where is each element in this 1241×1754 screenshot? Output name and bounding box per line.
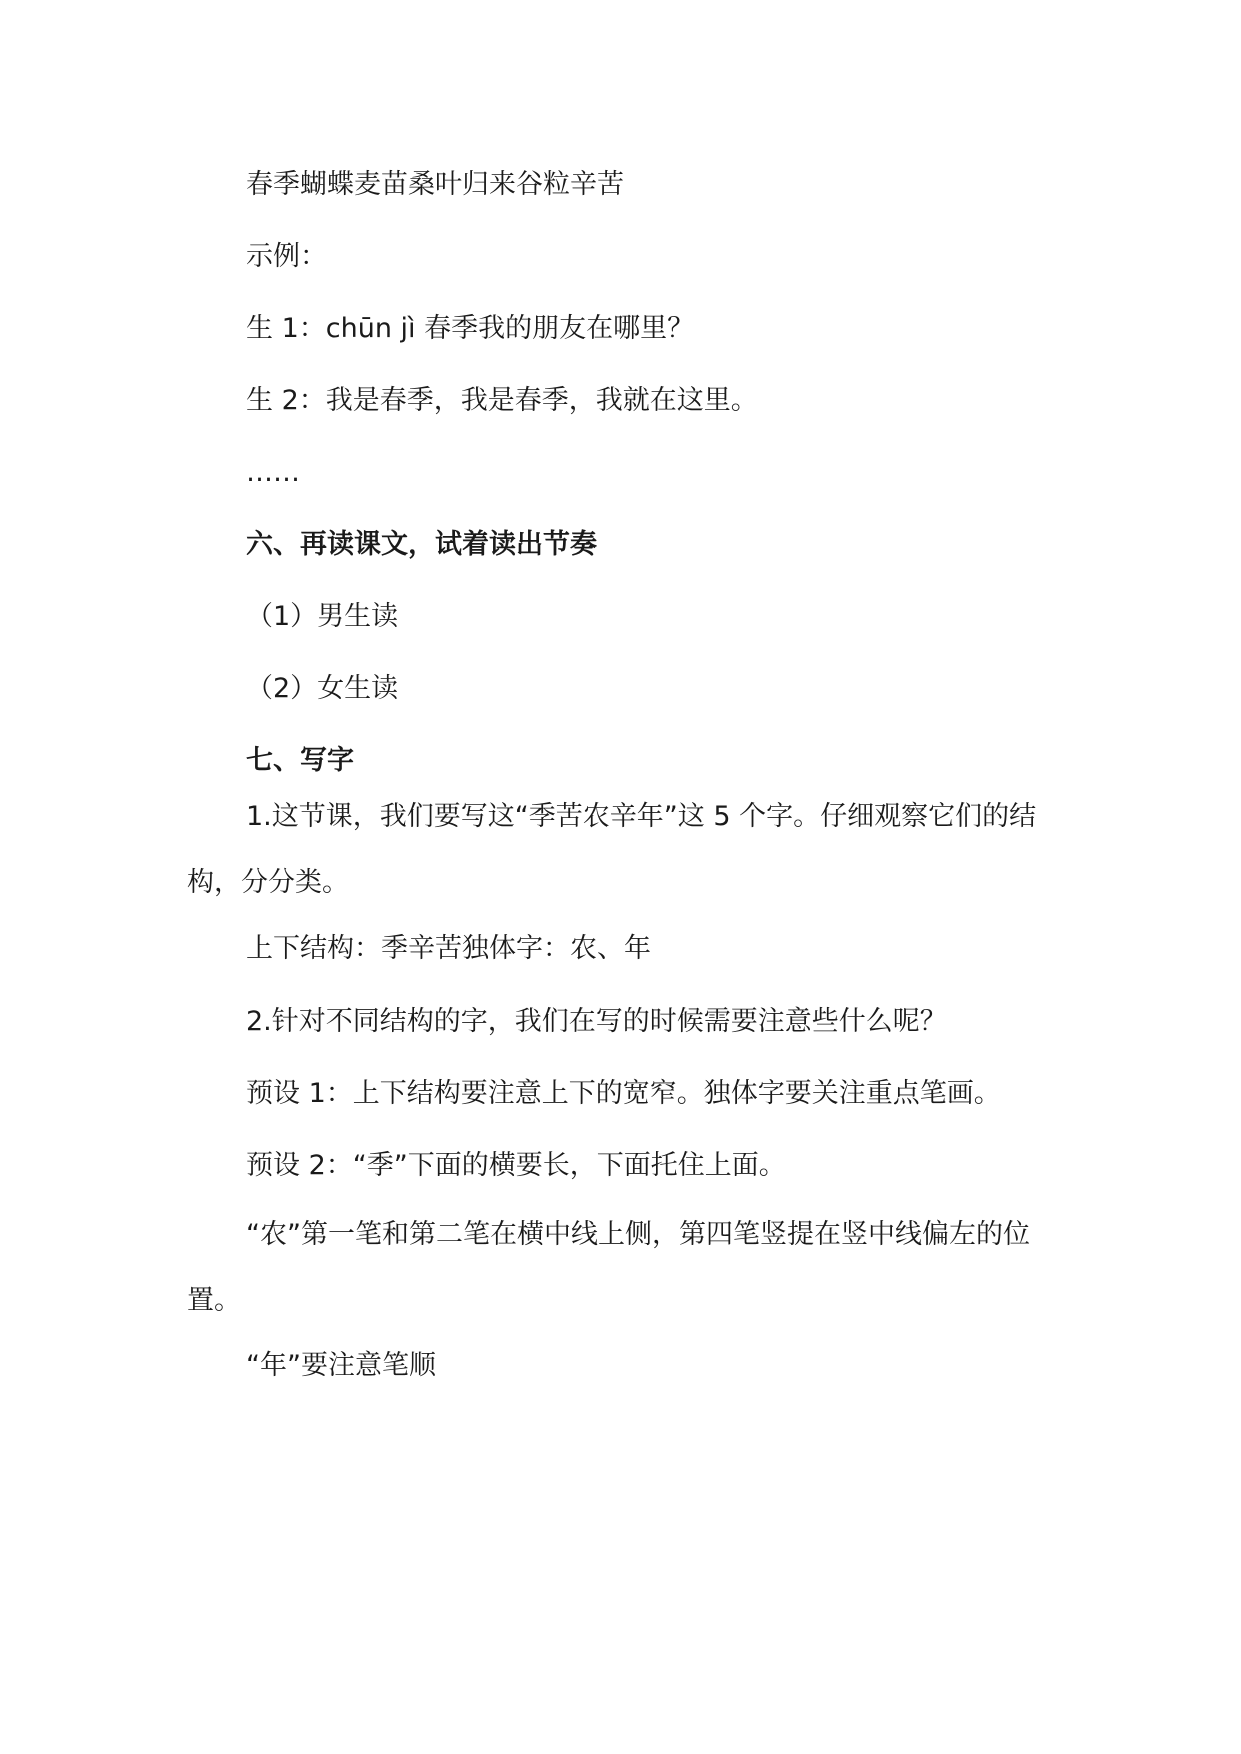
structure-line: 上下结构：季辛苦独体字：农、年 [246,933,651,964]
section-heading-6: 六、再读课文，试着读出节奏 [246,529,597,560]
vocabulary-line: 春季蝴蝶麦苗桑叶归来谷粒辛苦 [246,169,624,200]
preset-2-line: 预设 2：“季”下面的横要长，下面托住上面。 [246,1150,786,1181]
nong-note: “农”第一笔和第二笔在横中线上侧，第四笔竖提在竖中线偏左的位置。 [187,1219,1030,1316]
writing-task-1: 1.这节课，我们要写这“季苦农辛年”这 5 个字。仔细观察它们的结构，分分类。 [187,801,1037,898]
preset-1-line: 预设 1：上下结构要注意上下的宽窄。独体字要关注重点笔画。 [246,1078,1001,1109]
boys-read-line: （1）男生读 [246,601,399,632]
girls-read-line: （2）女生读 [246,673,399,704]
nian-note: “年”要注意笔顺 [246,1350,436,1381]
writing-task-2: 2.针对不同结构的字，我们在写的时候需要注意些什么呢？ [246,1006,947,1037]
student-2-line: 生 2：我是春季，我是春季，我就在这里。 [246,385,758,416]
student-1-line: 生 1：chūn jì 春季我的朋友在哪里？ [246,313,695,344]
section-heading-7: 七、写字 [246,745,354,776]
ellipsis-line: …… [246,457,300,488]
example-label: 示例： [246,241,327,272]
